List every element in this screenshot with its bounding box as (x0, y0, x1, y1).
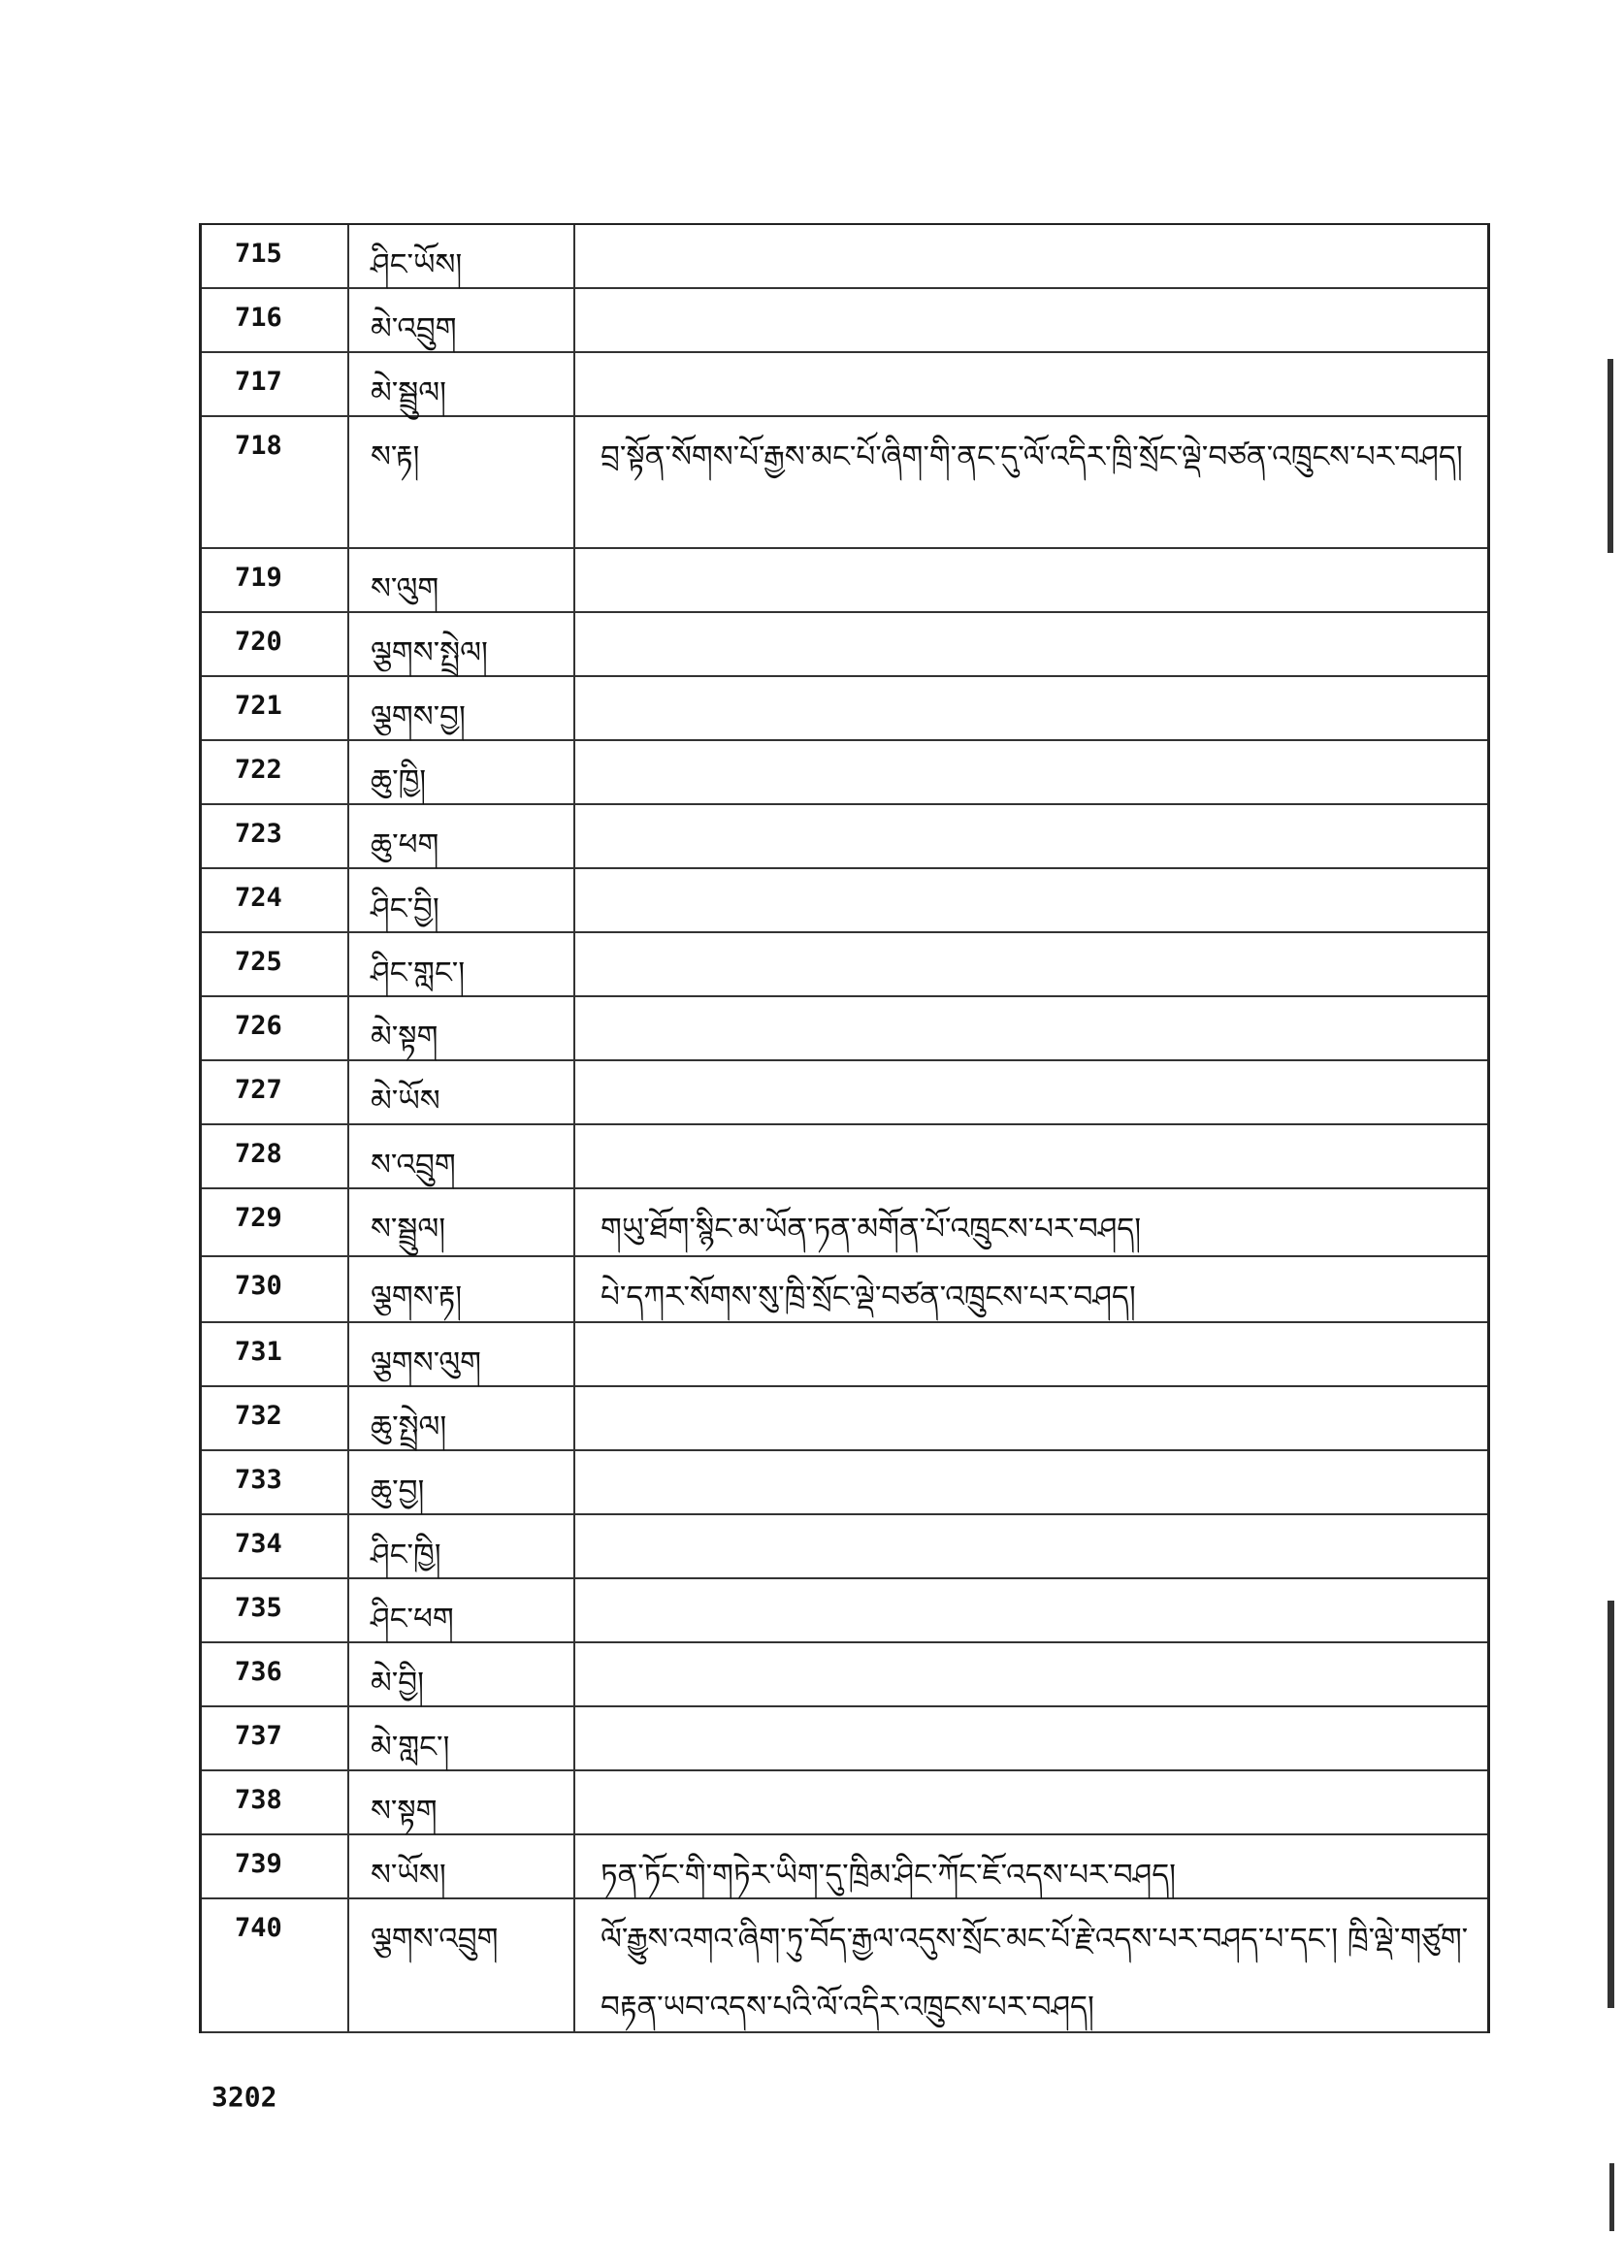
row-note (575, 1579, 1487, 1641)
row-note (575, 1515, 1487, 1577)
row-note (575, 933, 1487, 995)
table-row (202, 289, 1487, 353)
table-row (202, 1189, 1487, 1257)
row-note (575, 869, 1487, 931)
year-term: ཆུ་ཕག (349, 805, 575, 867)
row-number: 731 (202, 1323, 349, 1385)
row-number: 740 (202, 1899, 349, 2031)
row-note (575, 353, 1487, 415)
year-term: ཆུ་སྤྲེལ། (349, 1387, 575, 1449)
table-row (202, 1387, 1487, 1451)
table-row (202, 613, 1487, 677)
row-note: པེ་དཀར་སོགས་སུ་ཁྲི་སྲོང་ལྡེ་བཙན་འཁྲུངས་པར་བཤད། (601, 1280, 1136, 1314)
row-number: 715 (202, 225, 349, 287)
row-note (575, 1707, 1487, 1769)
table-row (202, 417, 1487, 549)
table-row (202, 1579, 1487, 1643)
row-note (575, 1125, 1487, 1187)
year-term: ཤིང་བྱི། (349, 869, 575, 931)
row-number: 717 (202, 353, 349, 415)
row-number: 720 (202, 613, 349, 675)
table-row (202, 1643, 1487, 1707)
row-note (575, 289, 1487, 351)
row-note (575, 741, 1487, 803)
year-term: ལྕགས་བྱ། (349, 677, 575, 739)
table-row (202, 677, 1487, 741)
row-number: 737 (202, 1707, 349, 1769)
row-number: 728 (202, 1125, 349, 1187)
row-note (575, 805, 1487, 867)
row-number: 726 (202, 997, 349, 1059)
year-term: མེ་གླང་། (349, 1707, 575, 1769)
table-row (202, 225, 1487, 289)
table-row (202, 1707, 1487, 1771)
year-term: ལྕགས་འབྲུག (349, 1899, 575, 2031)
scan-edge-mark (1608, 1601, 1614, 2008)
scan-edge-mark (1609, 2163, 1614, 2231)
year-term: མེ་བྱི། (349, 1643, 575, 1705)
row-number: 716 (202, 289, 349, 351)
row-number: 723 (202, 805, 349, 867)
row-note (575, 1387, 1487, 1449)
table-row (202, 1835, 1487, 1899)
row-note (575, 1451, 1487, 1513)
year-term: ཆུ་ཁྱི། (349, 741, 575, 803)
table-row (202, 933, 1487, 997)
row-number: 732 (202, 1387, 349, 1449)
row-note: བྲ་སྟོན་སོགས་པོ་རྒྱས་མང་པོ་ཞིག་གི་ནང་དུ་ལོ་འདིར་ཁྲི་སྲོང་ལྡེ་བཙན་འཁྲུངས་པར་བཤད། (601, 439, 1463, 474)
row-number: 724 (202, 869, 349, 931)
table-row (202, 869, 1487, 933)
row-number: 738 (202, 1771, 349, 1833)
table-row (202, 1323, 1487, 1387)
row-note: ཏན་ཏོང་གི་གཏེར་ཡིག་དུ་ཁྲིམ་ཤིང་ཀོང་ཇོ་འདས་པར་བཤད། (601, 1858, 1177, 1893)
table-row (202, 1257, 1487, 1323)
year-term: ས་སྦྲུལ། (349, 1189, 575, 1255)
table-row (202, 805, 1487, 869)
row-number: 727 (202, 1061, 349, 1123)
year-term: མེ་ཡོས (349, 1061, 575, 1123)
row-note (575, 1061, 1487, 1123)
year-term: མེ་སྟག (349, 997, 575, 1059)
year-term: ཤིང་ཁྱི། (349, 1515, 575, 1577)
row-note (575, 677, 1487, 739)
year-term: ས་ཡོས། (349, 1835, 575, 1897)
year-term: ས་ལུག (349, 549, 575, 611)
year-term: ས་འབྲུག (349, 1125, 575, 1187)
row-number: 725 (202, 933, 349, 995)
table-row (202, 1451, 1487, 1515)
row-number: 718 (202, 417, 349, 547)
table-row (202, 1125, 1487, 1189)
row-note (575, 549, 1487, 611)
table-row (202, 1771, 1487, 1835)
row-number: 730 (202, 1257, 349, 1321)
year-term: ལྕགས་སྤྲེལ། (349, 613, 575, 675)
row-note (575, 1771, 1487, 1833)
table-row (202, 549, 1487, 613)
scan-edge-mark (1608, 359, 1613, 553)
year-table (199, 223, 1490, 2033)
row-number: 721 (202, 677, 349, 739)
row-note (575, 613, 1487, 675)
row-note: ལོ་རྒྱུས་འགའ་ཞིག་ཏུ་བོད་རྒྱལ་འདུས་སྲོང་མང་པོ་རྗེ་འདས་པར་བཤད་པ་དང་། ཁྲི་ལྡེ་གཙུག་བརྟན་ཡབ་འདས་པའི་ལོ་འདིར་འཁྲུངས་པར་བཤད། (601, 1922, 1469, 2025)
table-row (202, 1061, 1487, 1125)
year-term: ཤིང་ཕག (349, 1579, 575, 1641)
year-term: ལྕགས་ལུག (349, 1323, 575, 1385)
page-number: 3202 (211, 2081, 277, 2113)
year-term: ཆུ་བྱ། (349, 1451, 575, 1513)
row-note (575, 1643, 1487, 1705)
year-term: མེ་སྦྲུལ། (349, 353, 575, 415)
table-row (202, 741, 1487, 805)
table-row (202, 353, 1487, 417)
year-term: མེ་འབྲུག (349, 289, 575, 351)
row-number: 734 (202, 1515, 349, 1577)
row-number: 739 (202, 1835, 349, 1897)
table-row (202, 997, 1487, 1061)
row-number: 735 (202, 1579, 349, 1641)
row-number: 722 (202, 741, 349, 803)
year-term: ཤིང་གླང་། (349, 933, 575, 995)
row-note (575, 1323, 1487, 1385)
row-number: 729 (202, 1189, 349, 1255)
year-term: ས་རྟ། (349, 417, 575, 547)
year-term: ལྕགས་རྟ། (349, 1257, 575, 1321)
year-term: ཤིང་ཡོས། (349, 225, 575, 287)
year-term: ས་སྟག (349, 1771, 575, 1833)
row-note: གཡུ་ཐོག་སྙིང་མ་ཡོན་ཏན་མགོན་པོ་འཁྲུངས་པར་བཤད། (601, 1212, 1142, 1247)
row-note (575, 225, 1487, 287)
row-note (575, 997, 1487, 1059)
row-number: 733 (202, 1451, 349, 1513)
table-row (202, 1899, 1487, 2033)
row-number: 736 (202, 1643, 349, 1705)
row-number: 719 (202, 549, 349, 611)
table-row (202, 1515, 1487, 1579)
